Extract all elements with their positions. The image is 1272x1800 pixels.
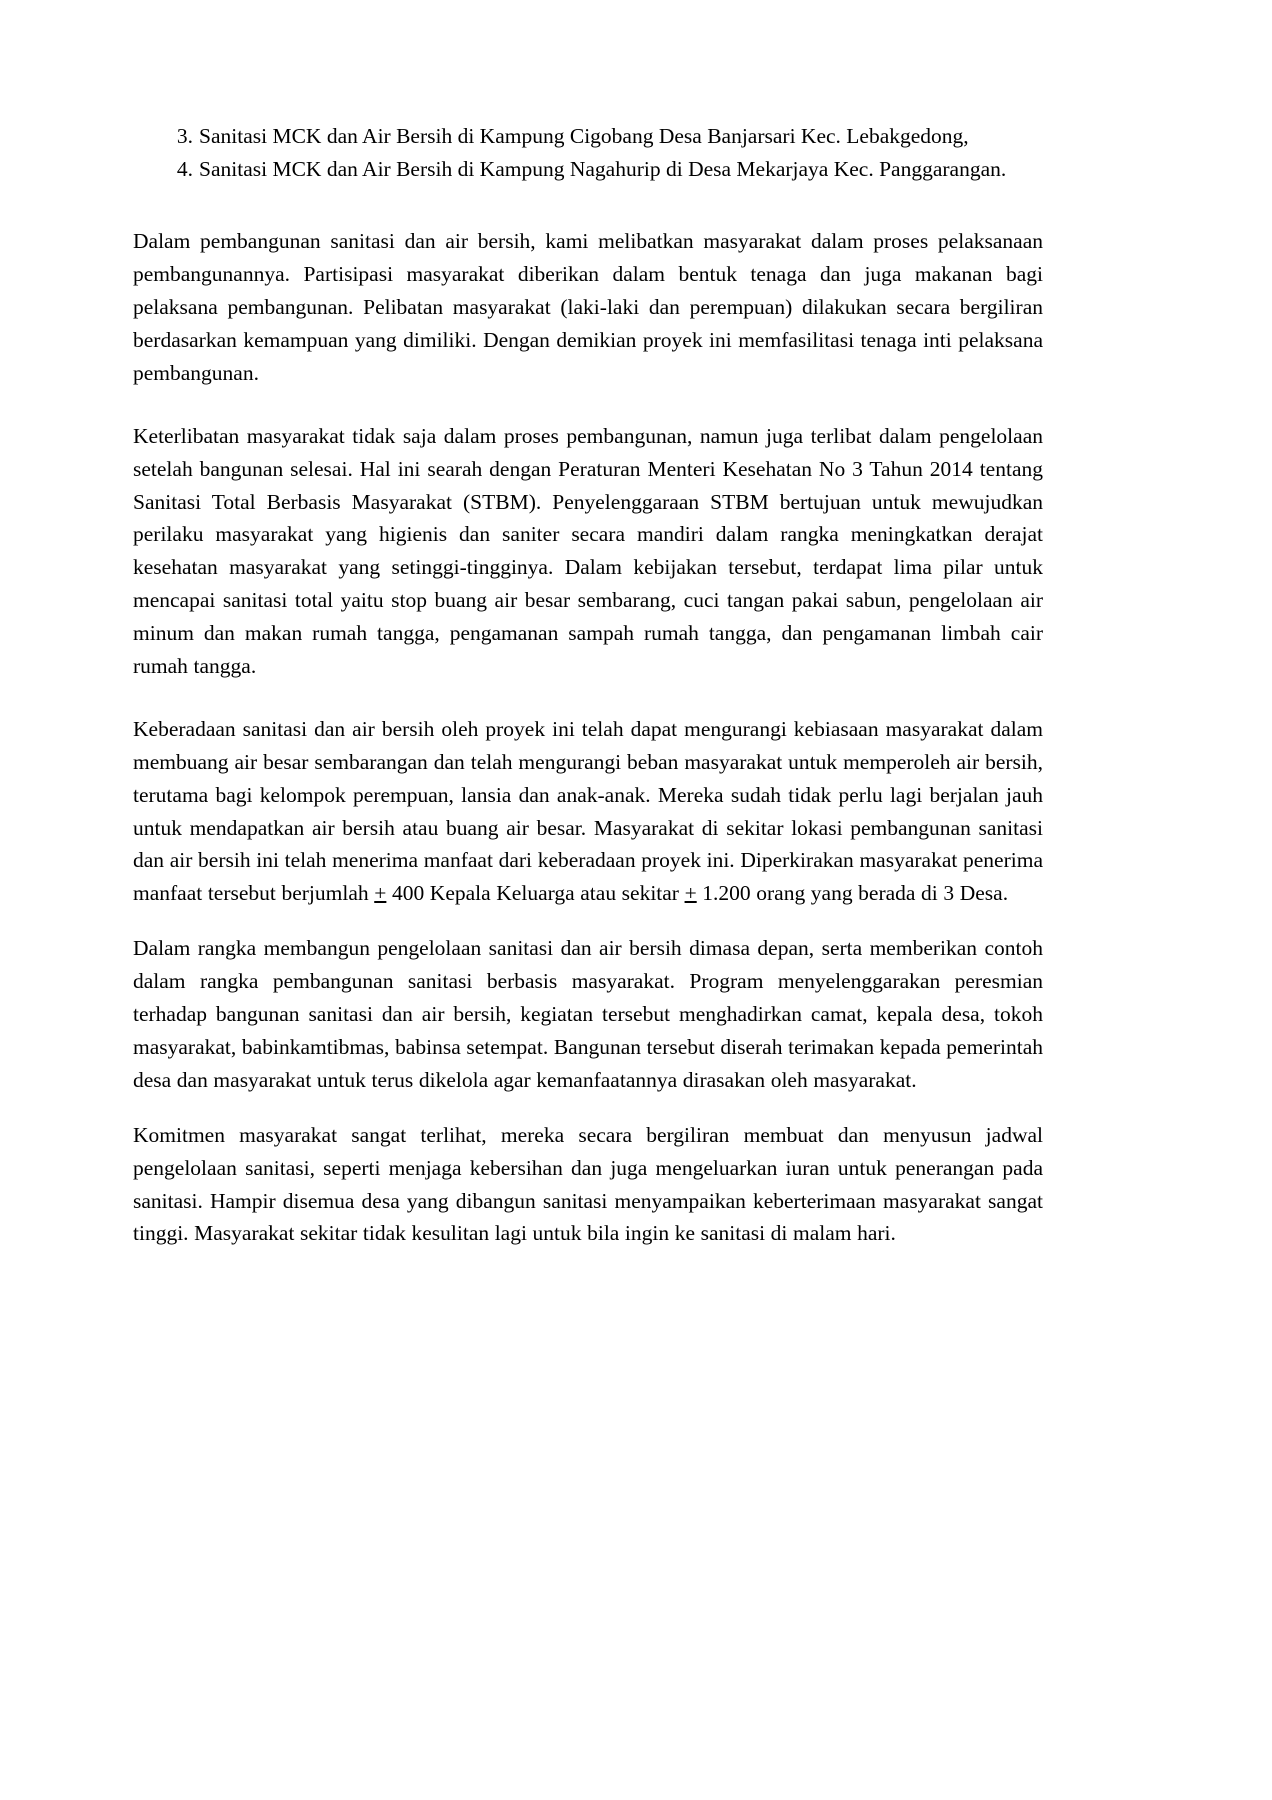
plus-minus-symbol: + — [684, 881, 697, 906]
spacer — [133, 390, 1043, 420]
numbered-list — [133, 120, 1043, 185]
list-item — [133, 120, 1043, 153]
list-item-text: Sanitasi MCK dan Air Bersih di Kampung Nagahurip di Desa Mekarjaya Kec. Panggarangan. — [199, 156, 1007, 181]
paragraph-handover: Dalam rangka membangun pengelolaan sanitasi dan air bersih dimasa depan, serta memberikan contoh dalam rangka pembangunan sanitasi berbasis masyarakat. Program menyelenggarakan peresmian terhadap bangunan sanitasi dan air bersih, kegiatan tersebut menghadirkan camat, kepala desa, tokoh masyarakat, babinkamtibmas, babinsa setempat. Bangunan tersebut diserah terimakan kepada pemerintah desa dan masyarakat untuk terus dikelola agar kemanfaatannya dirasakan oleh masyarakat. — [133, 936, 1043, 1092]
paragraph-stbm: Keterlibatan masyarakat tidak saja dalam proses pembangunan, namun juga terlibat dalam pengelolaan setelah bangunan selesai. Hal ini searah dengan Peraturan Menteri Kesehatan No 3 Tahun 2014 tentang Sanitasi Total Berbasis Masyarakat (STBM). Penyelenggaraan STBM bertujuan untuk mewujudkan perilaku masyarakat yang higienis dan saniter secara mandiri dalam rangka meningkatkan derajat kesehatan masyarakat yang setinggi-tingginya. Dalam kebijakan tersebut, terdapat lima pilar untuk mencapai sanitasi total yaitu stop buang air besar sembarang, cuci tangan pakai sabun, pengelolaan air minum dan makan rumah tangga, pengamanan sampah rumah tangga, dan pengamanan limbah cair rumah tangga. — [133, 423, 1043, 679]
spacer — [133, 1097, 1043, 1119]
paragraph-commitment: Komitmen masyarakat sangat terlihat, mereka secara bergiliran membuat dan menyusun jadwal pengelolaan sanitasi, seperti menjaga kebersihan dan juga mengeluarkan iuran untuk penerangan pada sanitasi. Hampir disemua desa yang dibangun sanitasi menyampaikan keberterimaan masyarakat sangat tinggi. Masyarakat sekitar tidak kesulitan lagi untuk bila ingin ke sanitasi di malam hari. — [133, 1122, 1043, 1246]
paragraph-participation: Dalam pembangunan sanitasi dan air bersih, kami melibatkan masyarakat dalam proses pelaksanaan pembangunannya. Partisipasi masyarakat diberikan dalam bentuk tenaga dan juga makanan bagi pelaksana pembangunan. Pelibatan masyarakat (laki-laki dan perempuan) dilakukan secara bergiliran berdasarkan kemampuan yang dimiliki. Dengan demikian proyek ini memfasilitasi tenaga inti pelaksana pembangunan. — [133, 229, 1043, 385]
document-body — [133, 120, 1043, 1250]
spacer — [133, 683, 1043, 713]
spacer — [133, 910, 1043, 932]
beneficiaries-text-a: Keberadaan sanitasi dan air bersih oleh proyek ini telah dapat mengurangi kebiasaan masyarakat dalam membuang air besar sembarangan dan telah mengurangi beban masyarakat untuk memperoleh air bersih, terutama bagi kelompok perempuan, lansia dan anak-anak. Mereka sudah tidak perlu lagi berjalan jauh untuk mendapatkan air bersih atau buang air besar. Masyarakat di sekitar lokasi pembangunan sanitasi dan air bersih ini telah menerima manfaat dari keberadaan proyek ini. Diperkirakan masyarakat penerima manfaat tersebut berjumlah — [133, 716, 1043, 906]
beneficiaries-text-b: 400 Kepala Keluarga atau sekitar — [386, 881, 685, 906]
list-item-number: 4. — [176, 156, 193, 181]
paragraph-beneficiaries — [133, 713, 1043, 910]
plus-minus-symbol: + — [374, 881, 387, 906]
list-item-number: 3. — [176, 124, 193, 148]
spacer — [133, 185, 1043, 225]
beneficiaries-text-c: 1.200 orang yang berada di 3 Desa. — [696, 881, 1009, 906]
list-item-text: Sanitasi MCK dan Air Bersih di Kampung Cigobang Desa Banjarsari Kec. Lebakgedong, — [199, 124, 969, 148]
list-item — [133, 153, 1043, 186]
